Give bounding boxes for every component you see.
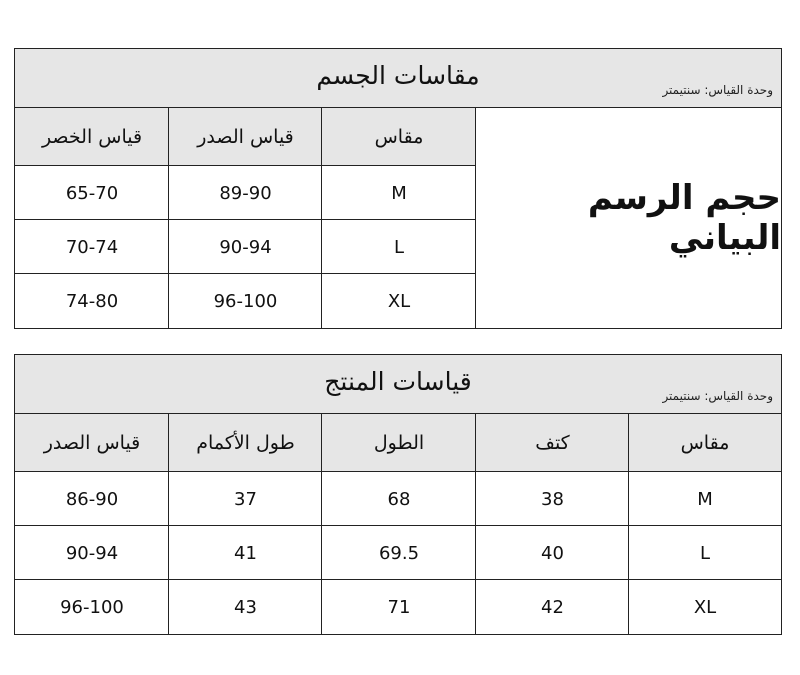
table-cell: 68 (387, 488, 411, 510)
table-cell: 43 (234, 596, 257, 618)
body-table-grid (15, 108, 781, 328)
product-table-title: قياسات المنتج (324, 367, 472, 396)
table-cell: 96-100 (213, 290, 278, 312)
table-cell: 90-94 (219, 236, 272, 258)
product-table-title-bar (15, 355, 781, 414)
header-chest: قياس الصدر (15, 414, 169, 472)
table-cell: 37 (234, 488, 257, 510)
divider (628, 414, 629, 634)
divider (15, 525, 781, 526)
header-size: مقاس (322, 108, 476, 166)
table-cell: XL (693, 596, 717, 618)
divider (15, 219, 476, 220)
table-cell: 38 (541, 488, 564, 510)
product-table-grid (15, 414, 781, 634)
table-cell: 96-100 (60, 596, 124, 618)
header-length: الطول (322, 414, 476, 472)
table-cell: 69.5 (378, 542, 420, 564)
divider (321, 108, 322, 328)
header-shoulder: كتف (476, 414, 629, 472)
table-cell: XL (387, 290, 411, 312)
table-cell: M (697, 488, 713, 510)
divider (321, 414, 322, 634)
table-cell: 86-90 (65, 488, 119, 510)
divider (168, 108, 169, 328)
table-cell: 42 (541, 596, 564, 618)
table-cell: 40 (541, 542, 564, 564)
divider (15, 471, 781, 472)
product-table-unit-note: وحدة القياس: سنتيمتر (662, 389, 773, 403)
header-waist: قياس الخصر (15, 108, 169, 166)
body-table-title-bar (15, 49, 781, 108)
table-cell: M (391, 182, 407, 204)
table-cell: 41 (234, 542, 257, 564)
table-cell: L (393, 236, 405, 258)
table-cell: 89-90 (219, 182, 272, 204)
divider (15, 579, 781, 580)
header-sleeve-length: طول الأكمام (169, 414, 322, 472)
divider (15, 165, 476, 166)
divider (475, 414, 476, 634)
divider (168, 414, 169, 634)
body-table-title: مقاسات الجسم (316, 61, 480, 90)
table-cell: 90-94 (65, 542, 119, 564)
divider (15, 273, 476, 274)
table-cell: 70-74 (65, 236, 119, 258)
table-cell: 65-70 (65, 182, 119, 204)
product-measurements-table (14, 354, 782, 635)
table-cell: L (699, 542, 711, 564)
body-measurements-table (14, 48, 782, 329)
header-size: مقاس (629, 414, 781, 472)
table-cell: 74-80 (65, 290, 119, 312)
body-table-unit-note: وحدة القياس: سنتيمتر (662, 83, 773, 97)
divider (475, 108, 476, 328)
table-cell: 71 (387, 596, 411, 618)
size-chart-label: حجم الرسم البياني (587, 178, 781, 258)
header-chest: قياس الصدر (169, 108, 322, 166)
